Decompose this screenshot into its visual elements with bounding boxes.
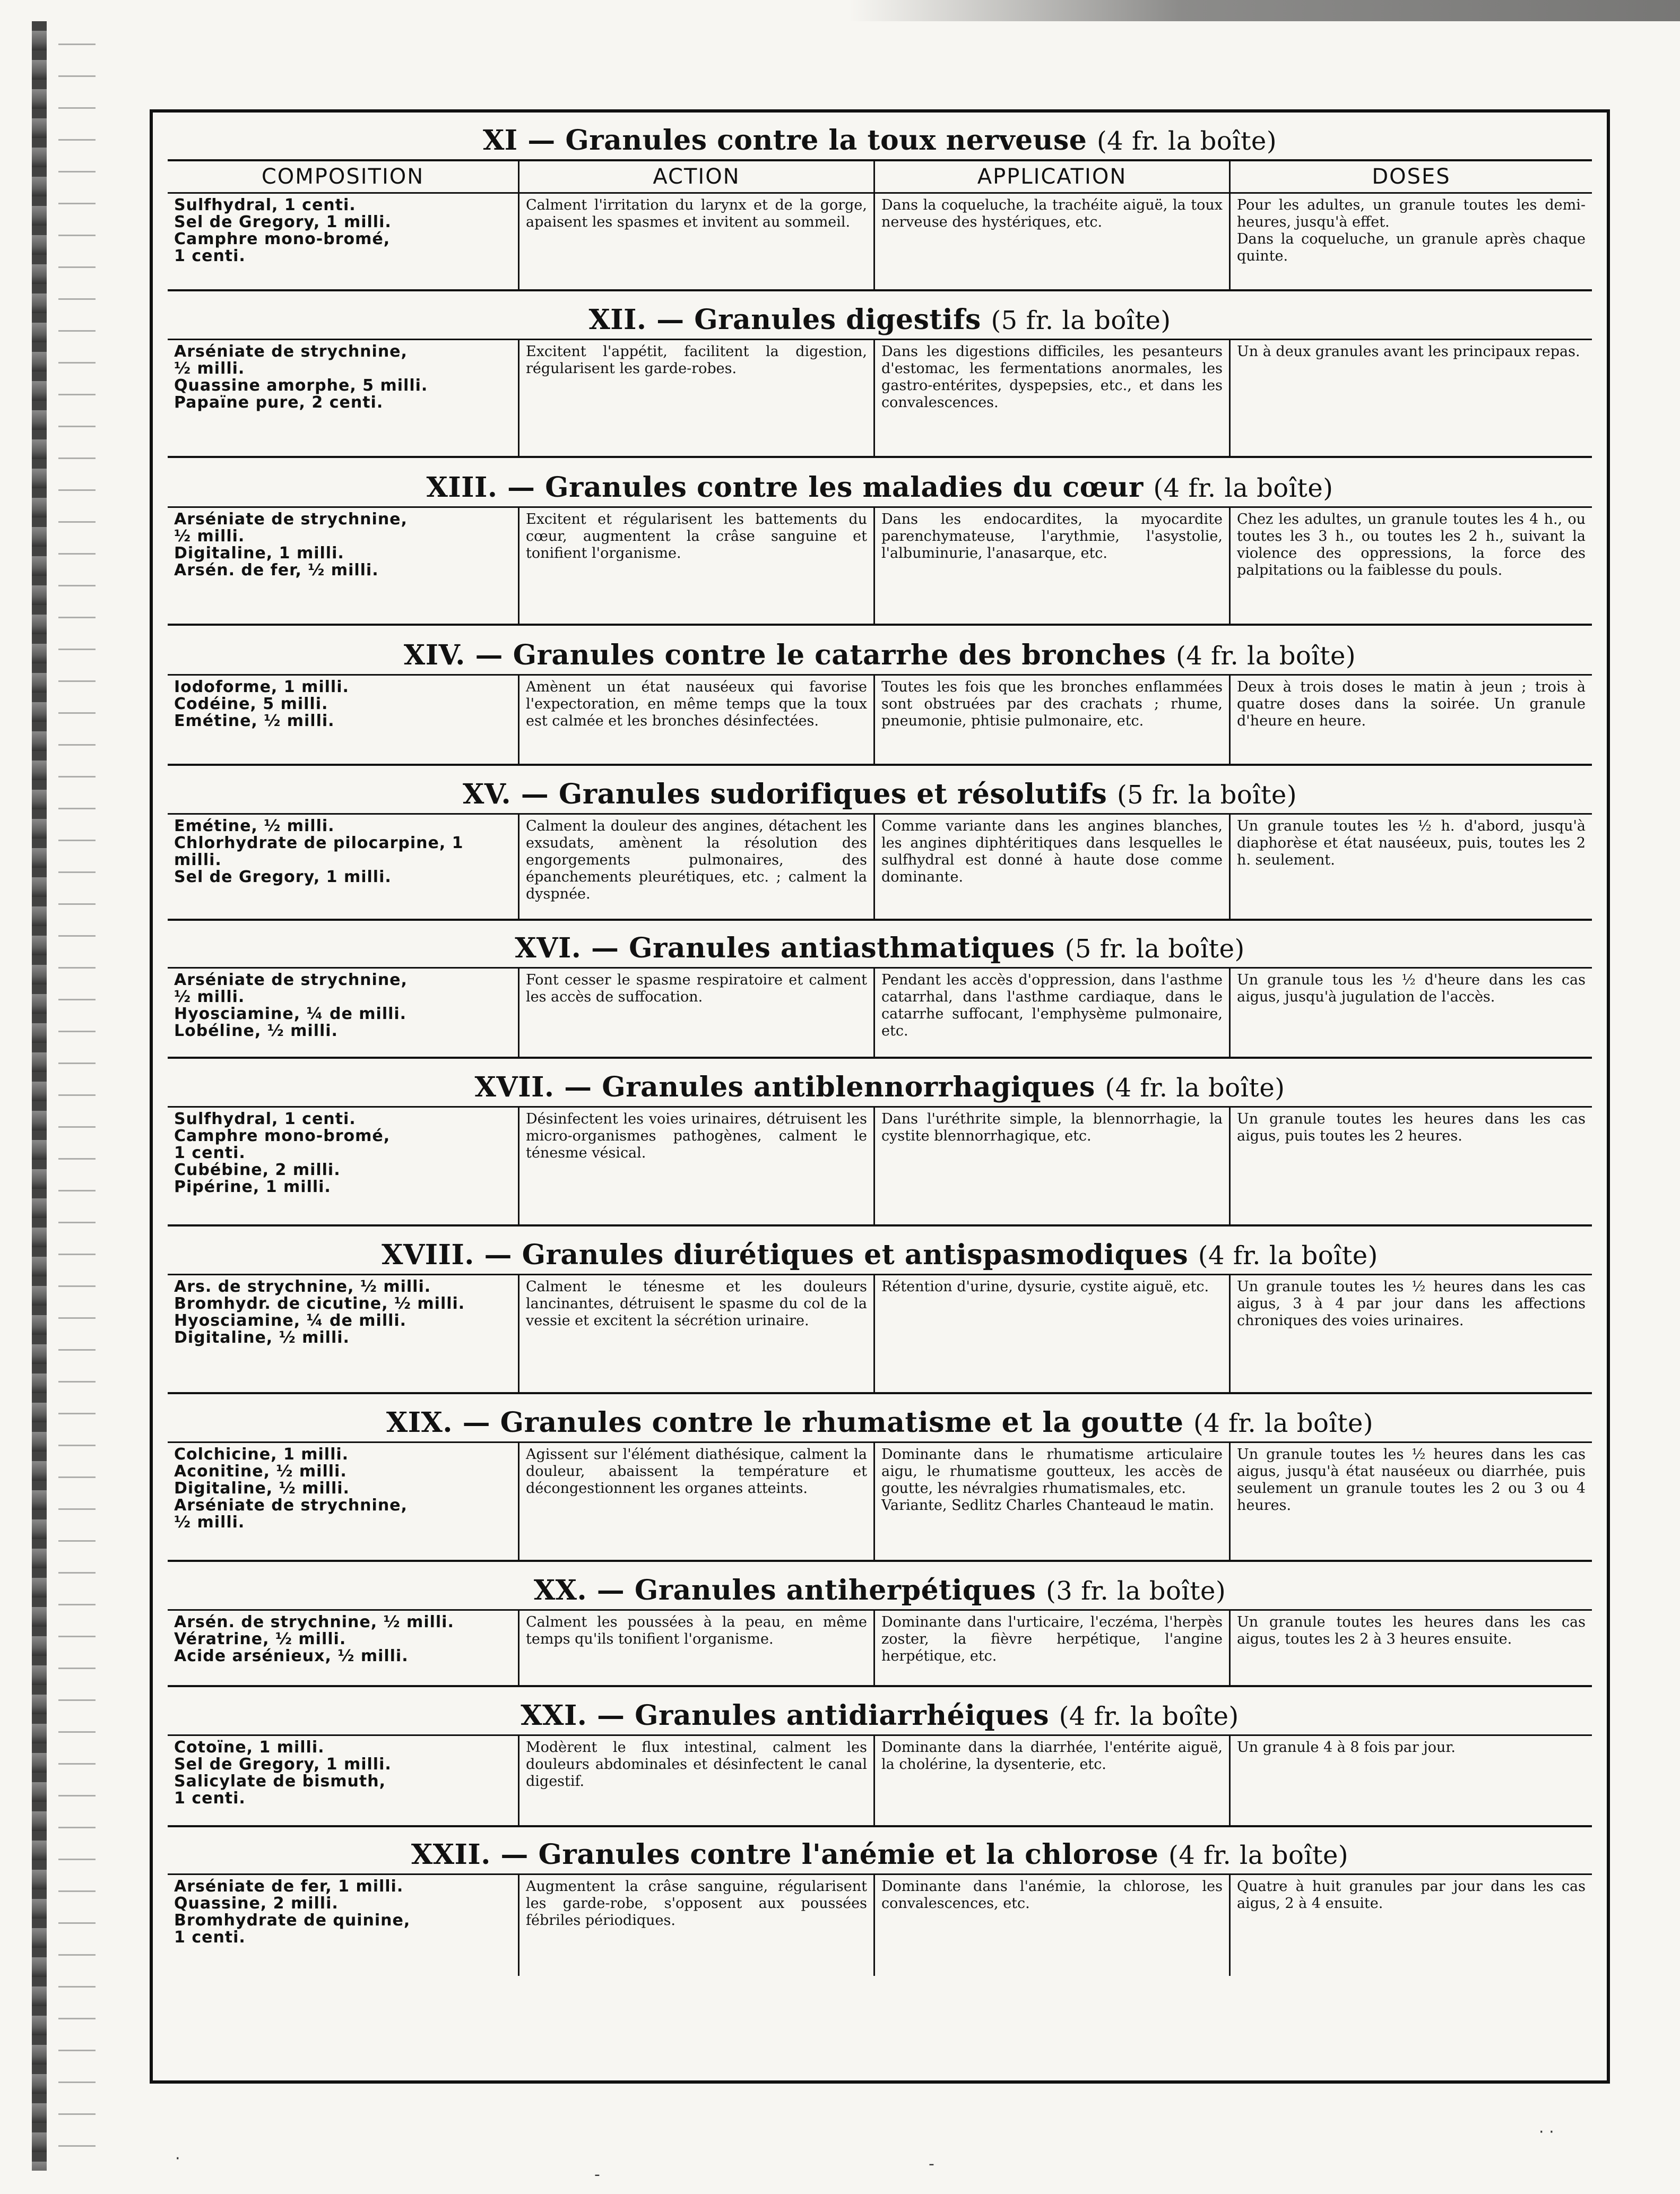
section-heading: XII. — Granules digestifs	[588, 304, 981, 336]
section-price: (3 fr. la boîte)	[1046, 1576, 1226, 1606]
section-price: (4 fr. la boîte)	[1059, 1701, 1239, 1731]
cell-composition: Arséniate de strychnine, ½ milli. Quassine amorphe, 5 milli. Papaïne pure, 2 centi.	[174, 342, 428, 412]
cell-action: Agissent sur l'élément diathésique, calment la douleur, abaissent la température et décongestionnent les organes atteints.	[518, 1443, 873, 1560]
scan-border-left	[32, 21, 47, 2171]
section-price: (5 fr. la boîte)	[1116, 780, 1297, 810]
table-row	[168, 1734, 1592, 1827]
cell-action: Excitent et régularisent les battements du cœur, augmentent la crâse sanguine et tonifient l'organisme.	[518, 508, 873, 624]
cell-doses: Un granule toutes les heures dans les cas aigus, toutes les 2 à 3 heures ensuite.	[1229, 1611, 1592, 1685]
cell-action: Font cesser le spasme respiratoire et calment les accès de suffocation.	[518, 969, 873, 1057]
section-price: (4 fr. la boîte)	[1153, 473, 1333, 503]
section-heading: XIV. — Granules contre le catarrhe des bronches	[403, 639, 1166, 671]
section-heading: XXI. — Granules antidiarrhéiques	[521, 1699, 1049, 1732]
section-price: (4 fr. la boîte)	[1168, 1841, 1349, 1870]
section-title	[168, 1237, 1592, 1274]
header-doses: DOSES	[1229, 161, 1592, 192]
section-price: (4 fr. la boîte)	[1096, 126, 1277, 156]
table-row	[168, 674, 1592, 766]
cell-composition: Cotoïne, 1 milli. Sel de Gregory, 1 milli. Salicylate de bismuth, 1 centi.	[174, 1738, 392, 1808]
scan-noise-left	[58, 32, 96, 2155]
cell-application: Comme variante dans les angines blanches, les angines diphtéritiques dans lesquelles le sulfhydral est donné à haute dose comme dominante.	[873, 815, 1229, 919]
section-title	[168, 301, 1592, 339]
cell-action: Désinfectent les voies urinaires, détruisent les micro-organismes pathogènes, calment le ténesme vésical.	[518, 1108, 873, 1224]
table-row	[168, 1106, 1592, 1226]
cell-application: Pendant les accès d'oppression, dans l'asthme catarrhal, dans l'asthme cardiaque, dans le catarrhe suffocant, l'emphysème pulmonaire, etc.	[873, 969, 1229, 1057]
section-title	[168, 930, 1592, 967]
section-heading: XXII. — Granules contre l'anémie et la chlorose	[411, 1838, 1159, 1871]
header-action: ACTION	[518, 161, 873, 192]
table-row	[168, 506, 1592, 626]
section-price: (5 fr. la boîte)	[991, 306, 1171, 335]
cell-application: Dans les digestions difficiles, les pesanteurs d'estomac, les fermentations anormales, les gastro-entérites, dyspepsies, etc., et dans les convalescences.	[873, 340, 1229, 456]
section-heading: XV. — Granules sudorifiques et résolutifs	[462, 778, 1107, 810]
cell-composition: Ars. de strychnine, ½ milli. Bromhydr. de cicutine, ½ milli. Hyosciamine, ¼ de milli. Digitaline, ½ milli.	[174, 1277, 465, 1347]
section-price: (5 fr. la boîte)	[1064, 934, 1245, 964]
cell-composition: Arséniate de fer, 1 milli. Quassine, 2 milli. Bromhydrate de quinine, 1 centi.	[174, 1877, 411, 1947]
section-heading: XX. — Granules antiherpétiques	[533, 1574, 1036, 1606]
cell-doses: Un à deux granules avant les principaux repas.	[1229, 340, 1592, 456]
section-price: (4 fr. la boîte)	[1105, 1073, 1285, 1103]
cell-doses: Quatre à huit granules par jour dans les cas aigus, 2 à 4 ensuite.	[1229, 1875, 1592, 1976]
cell-doses: Un granule toutes les ½ heures dans les cas aigus, jusqu'à état nauséeux ou diarrhée, puis seulement un granule toutes les 2 ou 3 ou 4 heures.	[1229, 1443, 1592, 1560]
section-title	[168, 1836, 1592, 1873]
cell-doses: Un granule tous les ½ d'heure dans les cas aigus, jusqu'à jugulation de l'accès.	[1229, 969, 1592, 1057]
cell-application: Dominante dans le rhumatisme articulaire aigu, le rhumatisme goutteux, les accès de goutte, les névralgies rhumatismales, etc. Variante, Sedlitz Charles Chanteaud le matin.	[873, 1443, 1229, 1560]
cell-action: Calment les poussées à la peau, en même temps qu'ils tonifient l'organisme.	[518, 1611, 873, 1685]
table-row	[168, 967, 1592, 1059]
cell-application: Dominante dans l'urticaire, l'eczéma, l'herpès zoster, la fièvre herpétique, l'angine herpétique, etc.	[873, 1611, 1229, 1685]
section-title	[168, 469, 1592, 506]
cell-doses: Pour les adultes, un granule toutes les demi-heures, jusqu'à effet. Dans la coqueluche, un granule après chaque quinte.	[1229, 194, 1592, 289]
cell-action: Calment l'irritation du larynx et de la gorge, apaisent les spasmes et invitent au sommeil.	[518, 194, 873, 289]
cell-application: Dominante dans l'anémie, la chlorose, les convalescences, etc.	[873, 1875, 1229, 1976]
table-row	[168, 813, 1592, 921]
cell-doses: Un granule toutes les ½ heures dans les cas aigus, 3 à 4 par jour dans les affections chroniques des voies urinaires.	[1229, 1275, 1592, 1392]
cell-composition: Sulfhydral, 1 centi. Camphre mono-bromé, 1 centi. Cubébine, 2 milli. Pipérine, 1 milli.	[174, 1110, 391, 1196]
cell-doses: Chez les adultes, un granule toutes les 4 h., ou toutes les 3 h., ou toutes les 2 h., suivant la violence des oppressions, la force des palpitations ou la faiblesse du pouls.	[1229, 508, 1592, 624]
cell-composition: Arséniate de strychnine, ½ milli. Hyosciamine, ¼ de milli. Lobéline, ½ milli.	[174, 971, 408, 1040]
cell-doses: Un granule toutes les heures dans les cas aigus, puis toutes les 2 heures.	[1229, 1108, 1592, 1224]
section-heading: XI — Granules contre la toux nerveuse	[482, 124, 1087, 157]
section-heading: XVI. — Granules antiasthmatiques	[515, 932, 1055, 964]
cell-action: Augmentent la crâse sanguine, régularisent les garde-robe, s'opposent aux poussées fébriles périodiques.	[518, 1875, 873, 1976]
table-row	[168, 1274, 1592, 1394]
cell-action: Calment la douleur des angines, détachent les exsudats, amènent la résolution des engorgements pulmonaires, des épanchements pleurétiques, etc. ; calment la dyspnée.	[518, 815, 873, 919]
document-frame	[150, 109, 1610, 2084]
cell-action: Calment le ténesme et les douleurs lancinantes, détruisent le spasme du col de la vessie et excitent la sécrétion urinaire.	[518, 1275, 873, 1392]
section-xii	[168, 301, 1592, 469]
cell-composition: Arsén. de strychnine, ½ milli. Vératrine, ½ milli. Acide arsénieux, ½ milli.	[174, 1613, 454, 1665]
section-xiii	[168, 469, 1592, 637]
cell-action: Excitent l'appétit, facilitent la digestion, régularisent les garde-robes.	[518, 340, 873, 456]
cell-composition: Iodoforme, 1 milli. Codéine, 5 milli. Emétine, ½ milli.	[174, 678, 349, 730]
section-xix	[168, 1404, 1592, 1572]
section-price: (4 fr. la boîte)	[1176, 641, 1356, 671]
cell-application: Rétention d'urine, dysurie, cystite aiguë, etc.	[873, 1275, 1229, 1392]
table-row	[168, 192, 1592, 291]
section-xxi	[168, 1697, 1592, 1836]
section-heading: XVII. — Granules antiblennorrhagiques	[474, 1071, 1095, 1103]
section-xviii	[168, 1237, 1592, 1404]
section-heading: XVIII. — Granules diurétiques et antispasmodiques	[382, 1239, 1189, 1271]
cell-application: Toutes les fois que les bronches enflammées sont obstruées par des crachats ; rhume, pneumonie, phtisie pulmonaire, etc.	[873, 676, 1229, 764]
section-title	[168, 1697, 1592, 1734]
table-row	[168, 339, 1592, 458]
section-title	[168, 1572, 1592, 1609]
cell-composition: Sulfhydral, 1 centi. Sel de Gregory, 1 milli. Camphre mono-bromé, 1 centi.	[174, 196, 392, 265]
section-title	[168, 637, 1592, 674]
cell-composition: Emétine, ½ milli. Chlorhydrate de pilocarpine, 1 milli. Sel de Gregory, 1 milli.	[174, 817, 464, 886]
section-xv	[168, 776, 1592, 930]
table-row	[168, 1873, 1592, 1976]
section-xvii	[168, 1069, 1592, 1237]
section-xvi	[168, 930, 1592, 1069]
section-title	[168, 776, 1592, 813]
cell-doses: Deux à trois doses le matin à jeun ; trois à quatre doses dans la soirée. Un granule d'heure en heure.	[1229, 676, 1592, 764]
column-headers	[168, 159, 1592, 192]
cell-application: Dans l'uréthrite simple, la blennorrhagie, la cystite blennorrhagique, etc.	[873, 1108, 1229, 1224]
section-xi	[168, 122, 1592, 301]
cell-action: Amènent un état nauséeux qui favorise l'expectoration, en même temps que la toux est calmée et les bronches désinfectées.	[518, 676, 873, 764]
table-row	[168, 1609, 1592, 1687]
cell-application: Dans les endocardites, la myocardite parenchymateuse, l'arythmie, l'asystolie, l'albuminurie, l'anasarque, etc.	[873, 508, 1229, 624]
cell-action: Modèrent le flux intestinal, calment les douleurs abdominales et désinfectent le canal digestif.	[518, 1736, 873, 1825]
cell-application: Dominante dans la diarrhée, l'entérite aiguë, la cholérine, la dysenterie, etc.	[873, 1736, 1229, 1825]
section-price: (4 fr. la boîte)	[1193, 1409, 1374, 1438]
scan-border-top	[849, 0, 1680, 21]
cell-composition: Colchicine, 1 milli. Aconitine, ½ milli. Digitaline, ½ milli. Arséniate de strychnine, ½ milli.	[174, 1445, 408, 1532]
cell-composition: Arséniate de strychnine, ½ milli. Digitaline, 1 milli. Arsén. de fer, ½ milli.	[174, 510, 408, 580]
cell-doses: Un granule 4 à 8 fois par jour.	[1229, 1736, 1592, 1825]
section-xx	[168, 1572, 1592, 1697]
cell-doses: Un granule toutes les ½ h. d'abord, jusqu'à diaphorèse et état nauséeux, puis, toutes les 2 h. seulement.	[1229, 815, 1592, 919]
section-title	[168, 122, 1592, 159]
section-price: (4 fr. la boîte)	[1198, 1241, 1378, 1271]
section-xiv	[168, 637, 1592, 776]
section-xxii	[168, 1836, 1592, 1985]
section-heading: XIII. — Granules contre les maladies du cœur	[426, 471, 1144, 504]
section-title	[168, 1404, 1592, 1441]
table-row	[168, 1441, 1592, 1562]
cell-application: Dans la coqueluche, la trachéite aiguë, la toux nerveuse des hystériques, etc.	[873, 194, 1229, 289]
header-application: APPLICATION	[873, 161, 1229, 192]
section-title	[168, 1069, 1592, 1106]
header-composition: COMPOSITION	[261, 165, 425, 189]
section-heading: XIX. — Granules contre le rhumatisme et la goutte	[386, 1406, 1184, 1439]
